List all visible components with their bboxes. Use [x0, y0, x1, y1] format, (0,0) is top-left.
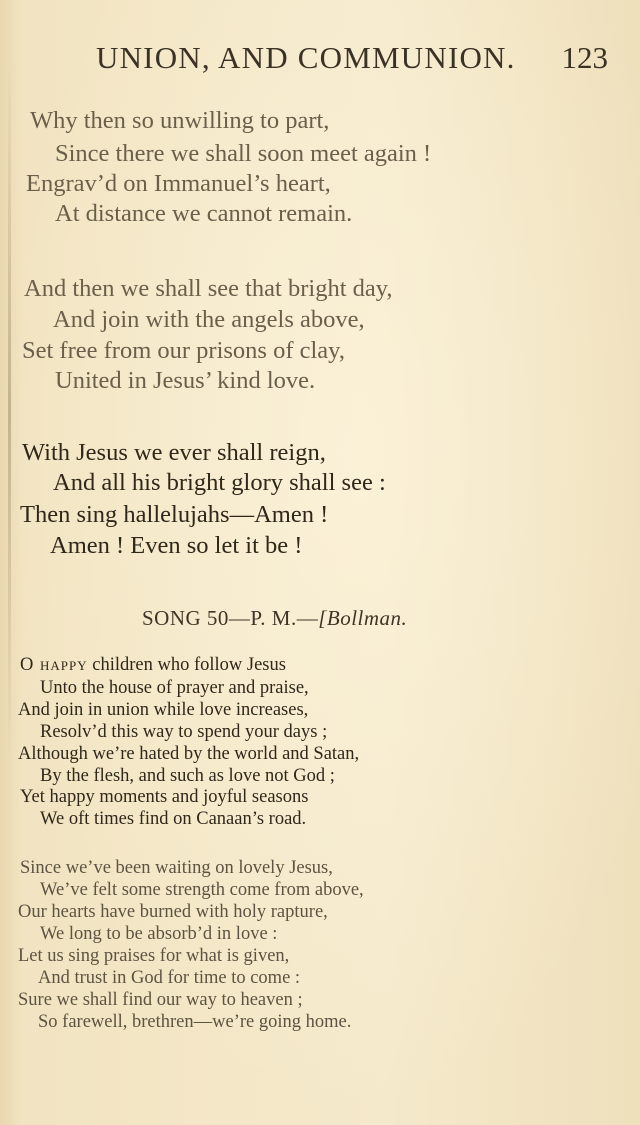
- verse-line: We’ve felt some strength come from above,: [40, 880, 364, 900]
- verse-line: By the flesh, and such as love not God ;: [40, 766, 335, 786]
- stanza-line: And join with the angels above,: [53, 306, 365, 333]
- verse-line: And join in union while love increases,: [18, 700, 309, 720]
- header-title: UNION, AND COMMUNION.: [96, 40, 516, 75]
- verse-line: We oft times find on Canaan’s road.: [40, 809, 307, 829]
- page-number: 123: [561, 40, 608, 75]
- verse-line: Let us sing praises for what is given,: [18, 946, 290, 966]
- stanza-line: United in Jesus’ kind love.: [55, 367, 316, 394]
- song-author: [Bollman.: [318, 606, 408, 630]
- verse-line: So farewell, brethren—we’re going home.: [38, 1012, 352, 1032]
- song-heading: [142, 606, 407, 631]
- stanza-line: Why then so unwilling to part,: [30, 107, 330, 134]
- stanza-line: Since there we shall soon meet again !: [55, 140, 432, 167]
- verse-first-line: [20, 655, 286, 676]
- verse-line: We long to be absorb’d in love :: [40, 924, 278, 944]
- stanza-line: Then sing hallelujahs—Amen !: [20, 501, 329, 528]
- stanza-line: With Jesus we ever shall reign,: [22, 439, 326, 466]
- song-title: SONG 50—P. M.—: [142, 606, 319, 630]
- running-header: [96, 40, 616, 80]
- verse-first-line-rest: children who follow Jesus: [87, 655, 286, 675]
- verse-first-word: O happy: [20, 655, 88, 675]
- verse-line: And trust in God for time to come :: [38, 968, 301, 988]
- verse-line: Although we’re hated by the world and Satan,: [18, 744, 360, 764]
- page-gutter-shadow: [8, 60, 11, 760]
- verse-line: Yet happy moments and joyful seasons: [20, 787, 309, 807]
- stanza-line: And then we shall see that bright day,: [24, 275, 393, 302]
- stanza-line: Amen ! Even so let it be !: [50, 532, 303, 559]
- stanza-line: And all his bright glory shall see :: [53, 469, 386, 496]
- stanza-line: At distance we cannot remain.: [55, 200, 353, 227]
- verse-line: Unto the house of prayer and praise,: [40, 678, 309, 698]
- stanza-line: Set free from our prisons of clay,: [22, 337, 345, 364]
- verse-line: Since we’ve been waiting on lovely Jesus,: [20, 858, 333, 878]
- verse-line: Resolv’d this way to spend your days ;: [40, 722, 328, 742]
- stanza-line: Engrav’d on Immanuel’s heart,: [26, 170, 331, 197]
- verse-line: Sure we shall find our way to heaven ;: [18, 990, 303, 1010]
- verse-line: Our hearts have burned with holy rapture,: [18, 902, 328, 922]
